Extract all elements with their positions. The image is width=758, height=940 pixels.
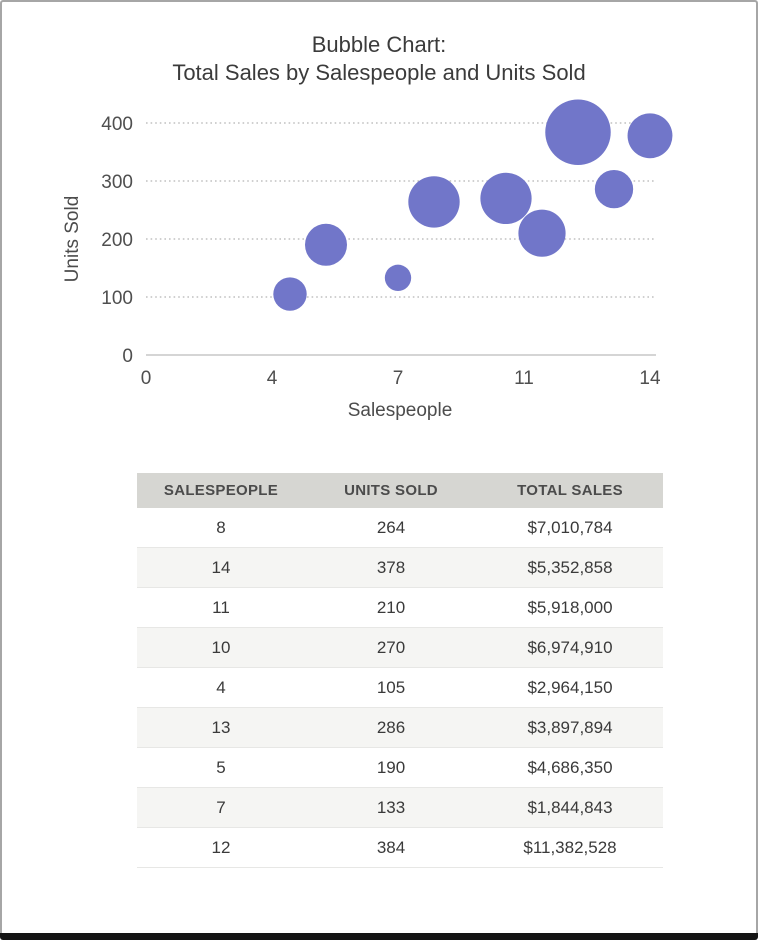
table-cell: 286 (305, 708, 477, 748)
bubble (518, 210, 565, 257)
table-cell: 264 (305, 508, 477, 548)
table-cell: 384 (305, 828, 477, 868)
bubble (628, 113, 673, 158)
y-tick-label: 400 (101, 114, 133, 135)
chart-title (0, 31, 758, 87)
x-tick-label: 0 (140, 368, 152, 389)
table-cell: 105 (305, 668, 477, 708)
x-axis-title: Salespeople (347, 400, 453, 421)
table-cell: 4 (137, 668, 305, 708)
column-header: UNITS SOLD (305, 473, 477, 508)
table-cell: $5,918,000 (477, 588, 663, 628)
table-cell: 11 (137, 588, 305, 628)
table-row (137, 708, 663, 748)
table-cell: $5,352,858 (477, 548, 663, 588)
x-tick-label: 11 (514, 368, 534, 389)
column-header: SALESPEOPLE (137, 473, 305, 508)
bubble (273, 277, 306, 310)
table-cell: $1,844,843 (477, 788, 663, 828)
table-cell: 270 (305, 628, 477, 668)
y-tick-label: 300 (101, 172, 133, 193)
table-cell: 12 (137, 828, 305, 868)
table-cell: $4,686,350 (477, 748, 663, 788)
table-cell: 7 (137, 788, 305, 828)
table-cell: $2,964,150 (477, 668, 663, 708)
bubble (480, 173, 531, 224)
table-cell: 133 (305, 788, 477, 828)
table-row (137, 628, 663, 668)
x-tick-label: 7 (392, 368, 404, 389)
table-row (137, 828, 663, 868)
y-tick-label: 200 (101, 230, 133, 251)
table-header-row (137, 473, 663, 508)
y-axis-title: Units Sold (62, 195, 83, 283)
chart-title-line2: Total Sales by Salespeople and Units Sold (172, 60, 586, 85)
bubble (595, 170, 633, 208)
sales-data-table (137, 473, 663, 868)
table-cell: 190 (305, 748, 477, 788)
x-tick-label: 14 (639, 368, 661, 389)
table-row (137, 748, 663, 788)
bubble (305, 224, 347, 266)
table-row (137, 588, 663, 628)
bubble (545, 100, 610, 165)
table-cell: $6,974,910 (477, 628, 663, 668)
table-cell: 10 (137, 628, 305, 668)
bubble (408, 176, 459, 227)
table-cell: 378 (305, 548, 477, 588)
table-cell: $7,010,784 (477, 508, 663, 548)
table-row (137, 788, 663, 828)
table-cell: 5 (137, 748, 305, 788)
x-tick-label: 4 (266, 368, 278, 389)
bubbles-layer (273, 100, 672, 311)
table-cell: 13 (137, 708, 305, 748)
table-row (137, 508, 663, 548)
column-header: TOTAL SALES (477, 473, 663, 508)
screenshot-frame-bottom-edge (0, 933, 758, 940)
y-tick-label: 0 (122, 346, 133, 367)
table-cell: 210 (305, 588, 477, 628)
chart-title-line1: Bubble Chart: (311, 32, 447, 57)
table-cell: $11,382,528 (477, 828, 663, 868)
y-tick-label: 100 (101, 288, 133, 309)
table-cell: 8 (137, 508, 305, 548)
table-cell: $3,897,894 (477, 708, 663, 748)
table-row (137, 668, 663, 708)
table-cell: 14 (137, 548, 305, 588)
bubble (385, 265, 411, 291)
table-row (137, 548, 663, 588)
